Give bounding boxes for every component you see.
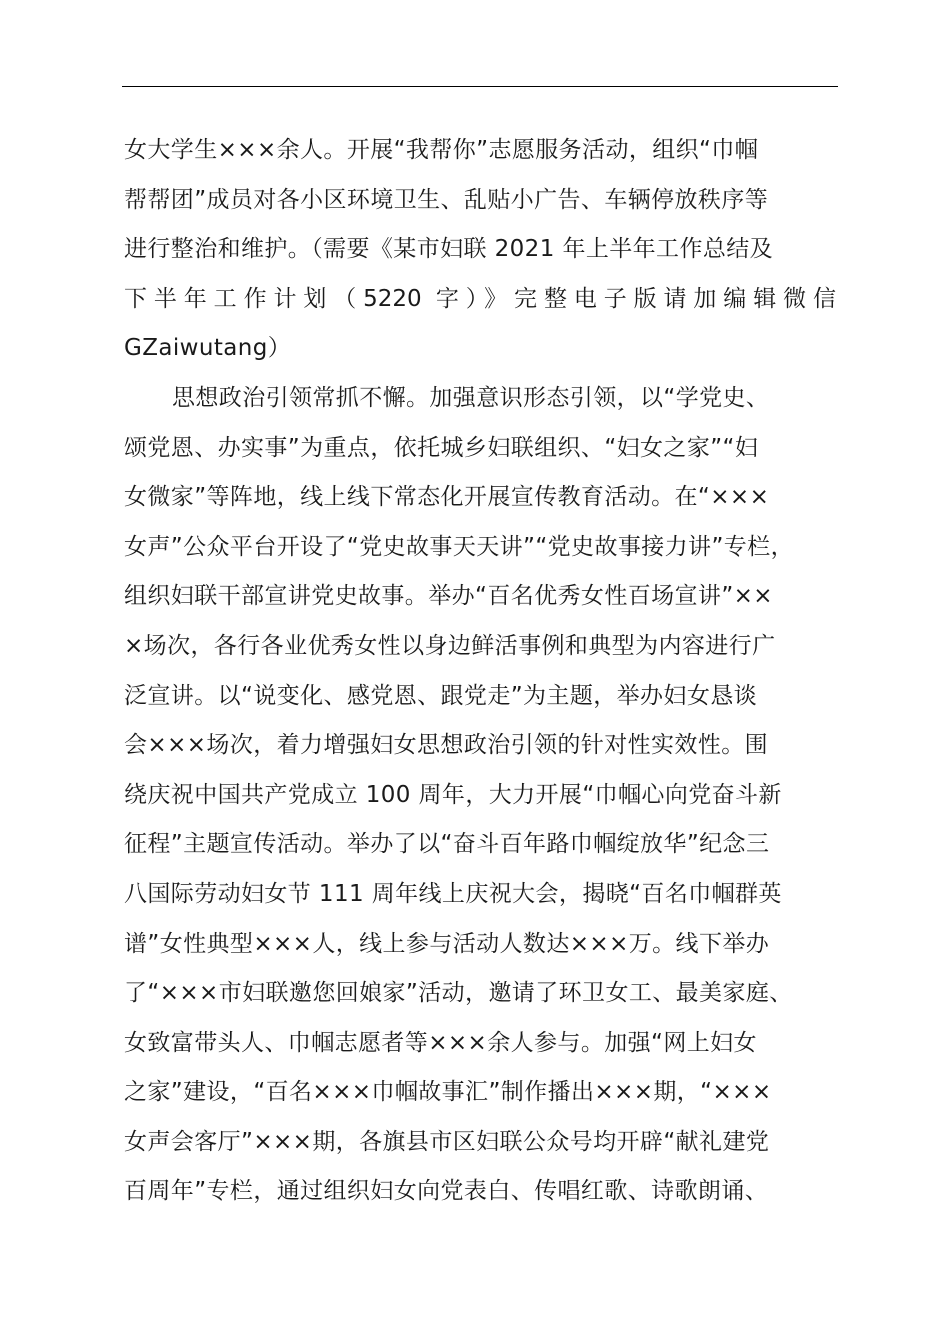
text-line: 百周年”专栏，通过组织妇女向党表白、传唱红歌、诗歌朗诵、 — [124, 1178, 769, 1205]
header-rule — [122, 86, 838, 87]
text-line: 女致富带头人、巾帼志愿者等×××余人参与。加强“网上妇女 — [124, 1029, 757, 1056]
text-line: 颂党恩、办实事”为重点，依托城乡妇联组织、“妇女之家”“妇 — [124, 434, 759, 461]
text-line: 帮帮团”成员对各小区环境卫生、乱贴小广告、车辆停放秩序等 — [124, 186, 769, 213]
text-line: ×场次，各行各业优秀女性以身边鲜活事例和典型为内容进行广 — [124, 632, 776, 659]
text-line: 会×××场次，着力增强妇女思想政治引领的针对性实效性。围 — [124, 732, 769, 759]
text-line: 女微家”等阵地，线上线下常态化开展宣传教育活动。在“××× — [124, 484, 770, 511]
text-line: 征程”主题宣传活动。举办了以“奋斗百年路巾帼绽放华”纪念三 — [124, 831, 770, 858]
text-line: 女声会客厅”×××期，各旗县市区妇联公众号均开辟“献礼建党 — [124, 1128, 770, 1155]
paragraph-continuation — [124, 126, 836, 374]
text-line: 进行整治和维护。（需要《某市妇联 2021 年上半年工作总结及 — [124, 236, 774, 263]
text-line: 组织妇联干部宣讲党史故事。举办“百名优秀女性百场宣讲”×× — [124, 583, 773, 610]
text-line: 泛宣讲。以“说变化、感党恩、跟党走”为主题，举办妇女恳谈 — [124, 682, 758, 709]
text-line: 八国际劳动妇女节 111 周年线上庆祝大会，揭晓“百名巾帼群英 — [124, 880, 782, 907]
text-line: 绕庆祝中国共产党成立 100 周年，大力开展“巾帼心向党奋斗新 — [124, 781, 782, 808]
text-line: 女声”公众平台开设了“党史故事天天讲”“党史故事接力讲”专栏， — [124, 533, 794, 560]
text-line: 了“×××市妇联邀您回娘家”活动，邀请了环卫女工、最美家庭、 — [124, 980, 793, 1007]
document-body — [124, 126, 836, 1217]
text-line: 下半年工作计划（5220 字）》完整电子版请加编辑微信 — [124, 285, 836, 312]
text-line: GZaiwutang） — [124, 335, 292, 362]
paragraph-ideology — [124, 374, 836, 1217]
text-line-first: 思想政治引领常抓不懈。加强意识形态引领，以“学党史、 — [172, 384, 770, 411]
text-line: 之家”建设，“百名×××巾帼故事汇”制作播出×××期，“××× — [124, 1079, 772, 1106]
text-line: 女大学生×××余人。开展“我帮你”志愿服务活动，组织“巾帼 — [124, 137, 759, 163]
text-line: 谱”女性典型×××人，线上参与活动人数达×××万。线下举办 — [124, 930, 770, 957]
